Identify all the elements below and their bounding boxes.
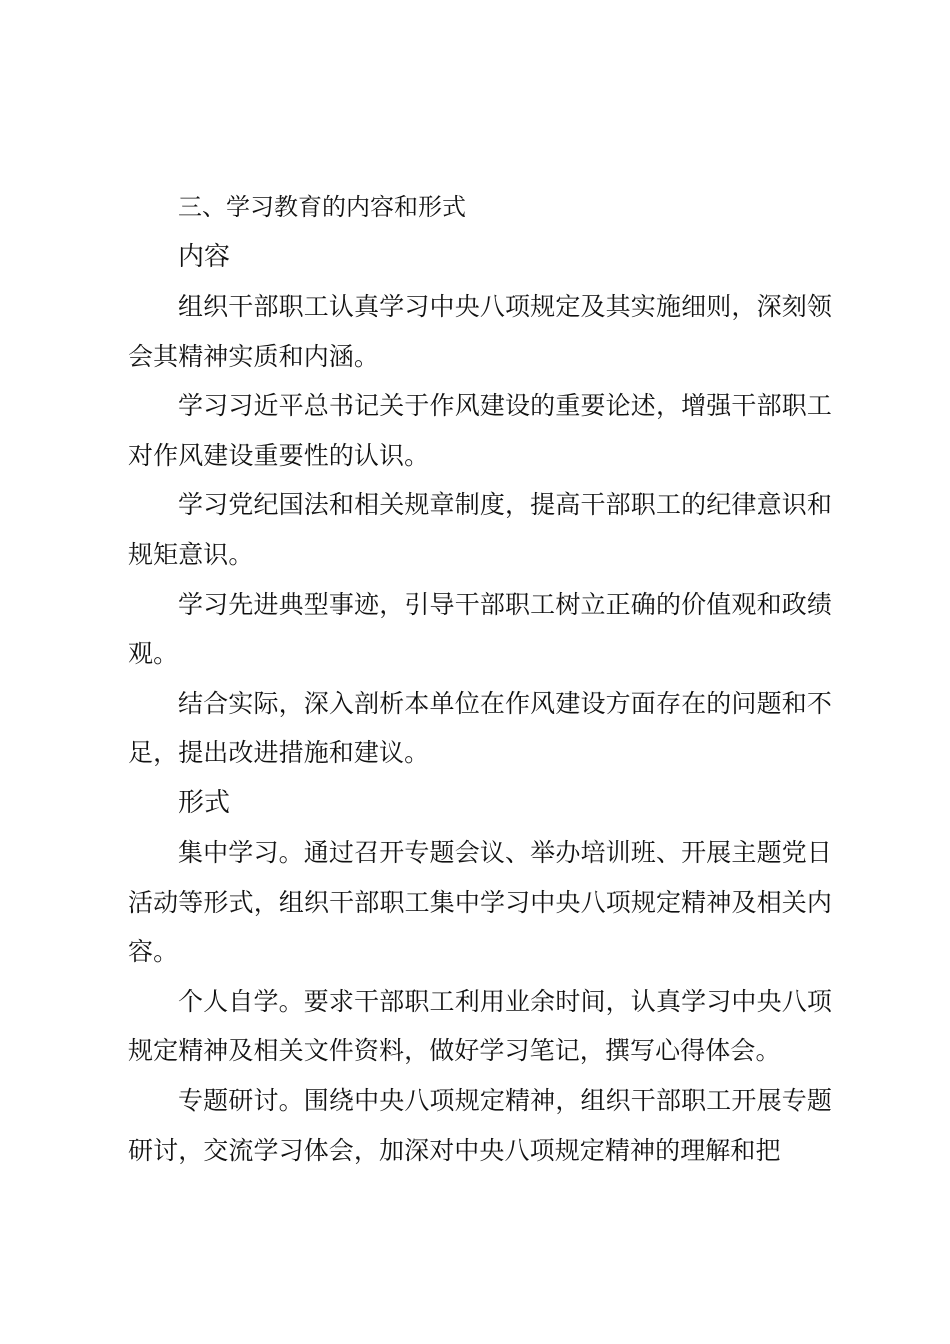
content-paragraph-1: 组织干部职工认真学习中央八项规定及其实施细则，深刻领会其精神实质和内涵。 xyxy=(128,292,832,371)
content-paragraph-5: 结合实际，深入剖析本单位在作风建设方面存在的问题和不足，提出改进措施和建议。 xyxy=(128,688,832,768)
form-paragraph-1: 集中学习。通过召开专题会议、举办培训班、开展主题党日活动等形式，组织干部职工集中学习中央八项规定精神及相关内容。 xyxy=(128,837,832,967)
content-paragraph-3: 学习党纪国法和相关规章制度，提高干部职工的纪律意识和规矩意识。 xyxy=(128,490,832,569)
form-subheading: 形式 xyxy=(178,787,231,818)
content-subheading: 内容 xyxy=(178,242,231,272)
content-paragraph-2: 学习习近平总书记关于作风建设的重要论述，增强干部职工对作风建设重要性的认识。 xyxy=(128,391,832,470)
form-paragraph-3: 专题研讨。围绕中央八项规定精神，组织干部职工开展专题研讨，交流学习体会，加深对中央八项规定精神的理解和把 xyxy=(128,1085,832,1165)
form-paragraph-2: 个人自学。要求干部职工利用业余时间，认真学习中央八项规定精神及相关文件资料，做好学习笔记，撰写心得体会。 xyxy=(128,986,832,1066)
section-heading: 三、学习教育的内容和形式 xyxy=(178,193,466,221)
document-page xyxy=(128,182,832,1175)
content-paragraph-4: 学习先进典型事迹，引导干部职工树立正确的价值观和政绩观。 xyxy=(128,589,832,669)
